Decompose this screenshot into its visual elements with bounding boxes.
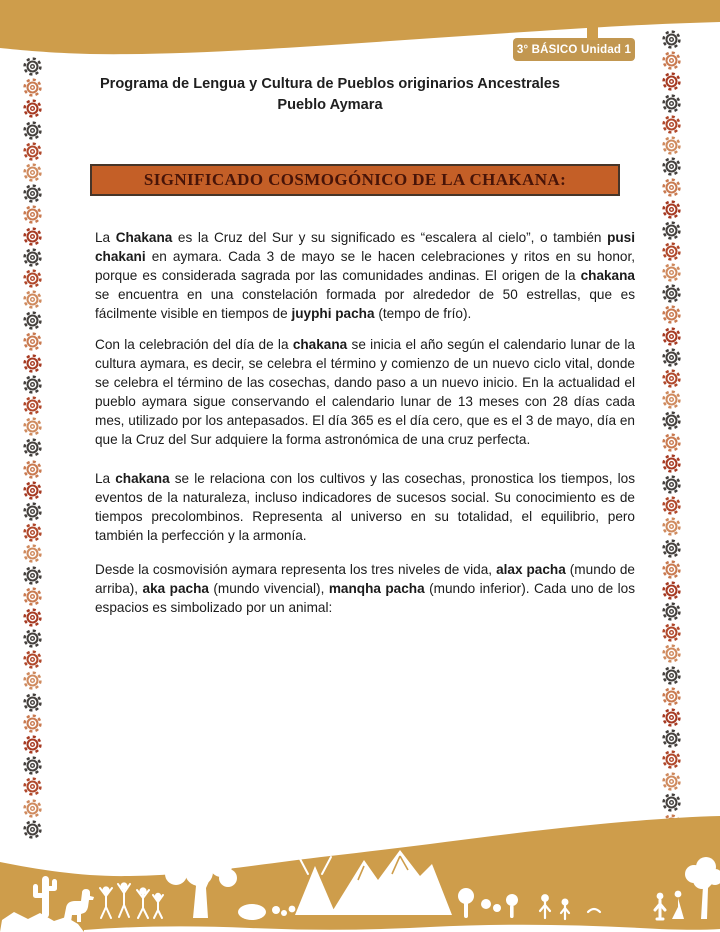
gear-motif-icon [23,650,42,669]
paragraph-harvests: La chakana se le relaciona con los cultivos y las cosechas, pronostica los tiempos, los eventos de la naturaleza, incluso indicadores de sucesos social. Su conocimiento es de tiempos precolombinos. Representa al universo en su totalidad, el equilibrio, pero también la perfección y la armonía. [95,471,635,543]
gear-motif-icon [23,481,42,500]
gear-motif-icon [662,115,681,134]
page-title [60,74,600,116]
gear-motif-icon [23,460,42,479]
unit-badge-label: 3° BÁSICO Unidad 1 [516,43,632,56]
paragraph-chakana-intro: La Chakana es la Cruz del Sur y su significado es “escalera al cielo”, o también pusi chakani en aymara. Cada 3 de mayo se le hacen celebraciones y ritos en su honor, porque es considerada sagrada por las comunidades andinas. El origen de la chakana se encuentra en una constelación formada por alrededor de 50 estrellas, que es fácilmente visible en tiempos de juyphi pacha (tempo de frío). [95,230,636,321]
gear-motif-icon [662,72,681,91]
gear-motif-icon [23,269,42,288]
gear-motif-icon [23,544,42,563]
gear-motif-icon [23,227,42,246]
gear-motif-icon [23,184,42,203]
gear-motif-icon [662,496,681,515]
gear-motif-icon [23,248,42,267]
gear-motif-icon [662,200,681,219]
gear-motif-icon [23,671,42,690]
gear-motif-icon [23,205,42,224]
gear-motif-icon [662,793,681,812]
footer-landscape [0,812,720,932]
gear-motif-icon [662,560,681,579]
gear-motif-icon [662,221,681,240]
gear-motif-icon [23,375,42,394]
gear-motif-icon [662,750,681,769]
gear-motif-icon [662,327,681,346]
gear-motif-icon [662,729,681,748]
gear-motif-icon [662,666,681,685]
gear-motif-icon [23,78,42,97]
gear-motif-icon [23,629,42,648]
gear-motif-icon [23,566,42,585]
gear-motif-icon [23,99,42,118]
gear-motif-icon [662,390,681,409]
gear-motif-icon [23,121,42,140]
gear-motif-icon [23,523,42,542]
gear-motif-icon [662,454,681,473]
gear-motif-icon [23,693,42,712]
page-title-line1: Programa de Lengua y Cultura de Pueblos originarios Ancestrales [99,76,561,92]
paragraph-calendar: Con la celebración del día de la chakana se inicia el año según el calendario lunar de la cultura aymara, es decir, se celebra el término y comienzo de un nuevo ciclo vital, donde se celebra el término de las cosechas, dando paso a un nuevo inicio. En la actualidad el pueblo aymara sigue conservando el calendario lunar de 13 meses con 28 días cada mes, utilizado por los antepasados. El día 365 es el día cero, que es el 3 de mayo, día en que la Cruz del Sur adquiere la forma astronómica de una cruz perfecta. [95,337,635,447]
gear-motif-icon [23,502,42,521]
gear-motif-icon [662,772,681,791]
gear-motif-icon [23,714,42,733]
gear-motif-icon [23,417,42,436]
gear-motif-icon [23,332,42,351]
gear-motif-icon [662,602,681,621]
gear-motif-icon [662,539,681,558]
gear-motif-icon [662,708,681,727]
gear-motif-icon [662,475,681,494]
gear-motif-icon [23,354,42,373]
gear-motif-icon [662,433,681,452]
gear-motif-icon [23,142,42,161]
gear-motif-icon [662,30,681,49]
gear-motif-icon [23,290,42,309]
gear-motif-icon [23,163,42,182]
gear-motif-icon [662,517,681,536]
gear-motif-icon [662,136,681,155]
gear-motif-icon [662,305,681,324]
gear-motif-icon [662,369,681,388]
gear-motif-icon [662,94,681,113]
gear-motif-icon [662,178,681,197]
gear-motif-icon [662,263,681,282]
gear-motif-icon [662,411,681,430]
page-title-line2: Pueblo Aymara [277,97,383,113]
andean-border-left [23,57,42,839]
document-body [95,228,635,629]
gear-motif-icon [23,735,42,754]
section-heading-label: SIGNIFICADO COSMOGÓNICO DE LA CHAKANA: [143,170,567,189]
gear-motif-icon [23,438,42,457]
gear-motif-icon [662,157,681,176]
gear-motif-icon [23,756,42,775]
gear-motif-icon [662,581,681,600]
gear-motif-icon [23,311,42,330]
section-heading-banner [90,164,620,196]
gear-motif-icon [23,608,42,627]
gear-motif-icon [23,396,42,415]
gear-motif-icon [23,587,42,606]
gear-motif-icon [662,242,681,261]
gear-motif-icon [662,644,681,663]
unit-badge [513,38,635,61]
gear-motif-icon [662,348,681,367]
gear-motif-icon [662,51,681,70]
gear-motif-icon [662,284,681,303]
gear-motif-icon [23,57,42,76]
dome-icon [238,904,266,920]
gear-motif-icon [662,687,681,706]
gear-motif-icon [23,777,42,796]
andean-border-right [662,30,681,833]
gear-motif-icon [662,623,681,642]
paragraph-three-levels: Desde la cosmovisión aymara representa los tres niveles de vida, alax pacha (mundo de arriba), aka pacha (mundo vivencial), manqha pacha (mundo inferior). Cada uno de los espacios es simbolizado por un animal: [95,562,635,615]
